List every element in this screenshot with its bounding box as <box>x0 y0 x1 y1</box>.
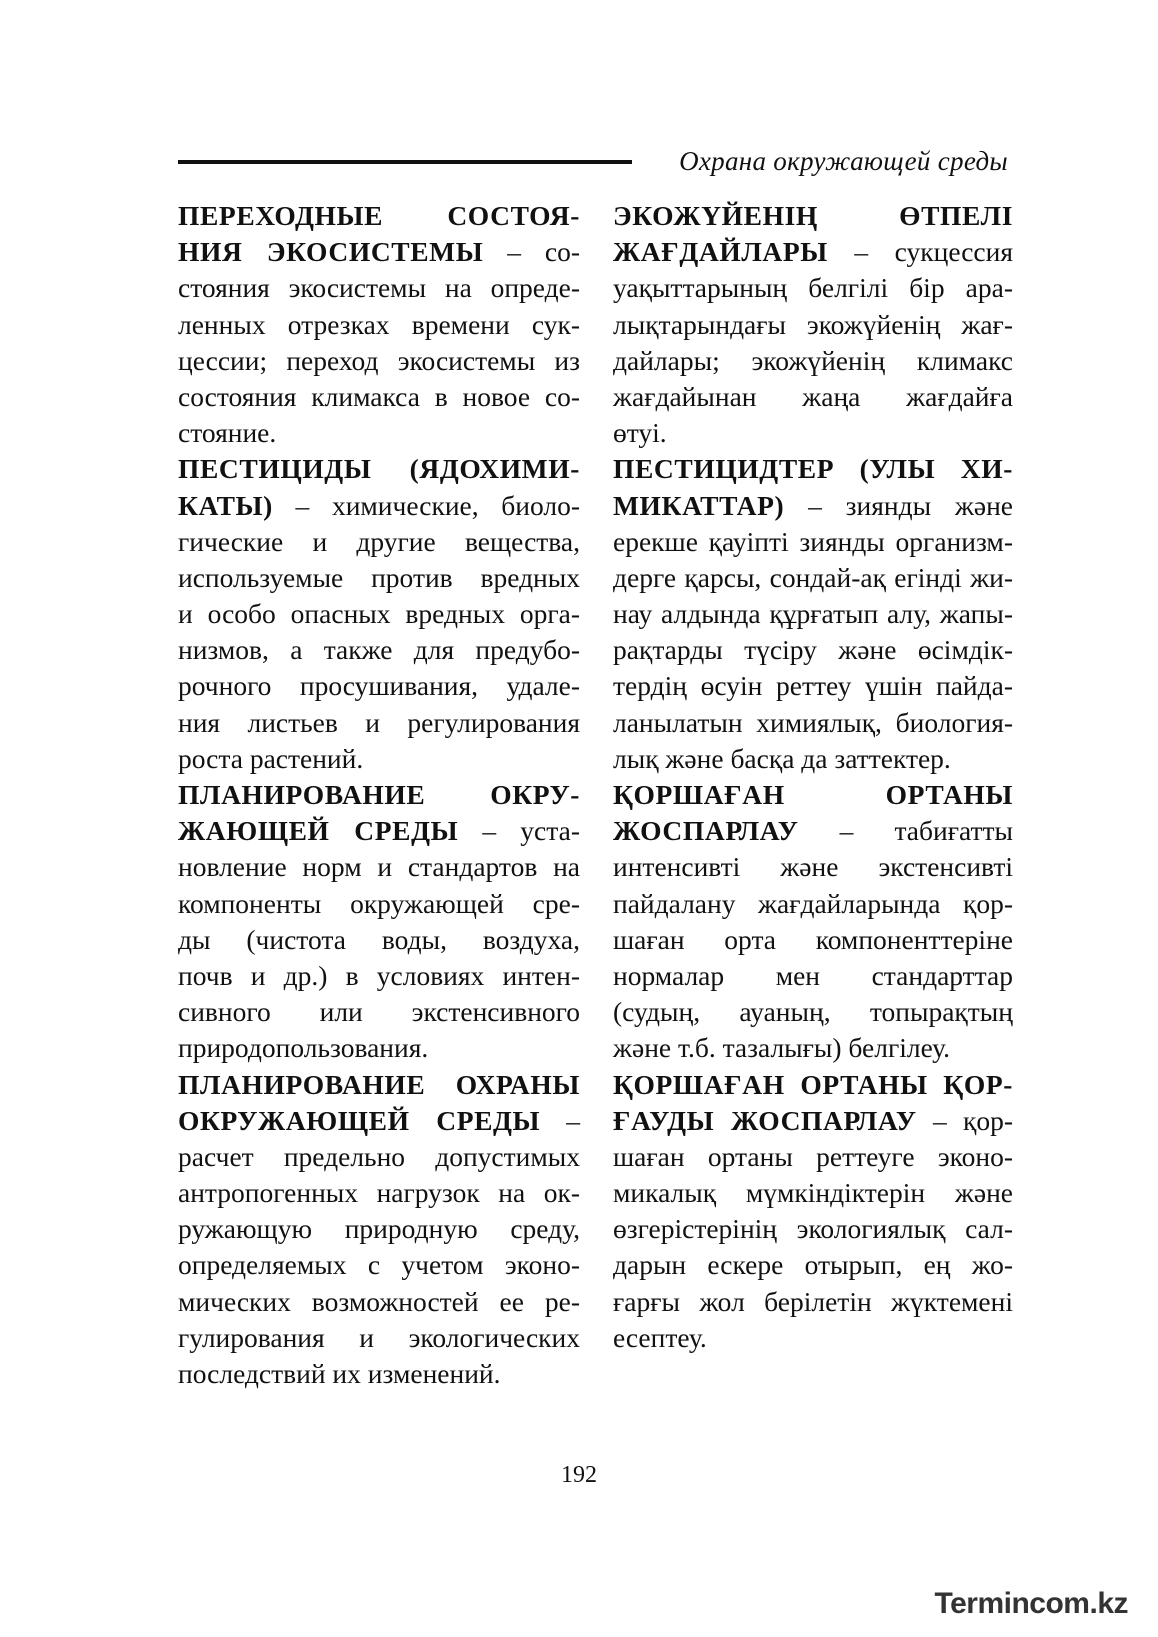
definition-text: почв и др.) в условиях интен- <box>178 959 580 991</box>
text-line <box>178 705 580 741</box>
definition-text: гулирования и экологических <box>178 1321 580 1353</box>
definition-text: есептеу. <box>613 1321 707 1353</box>
term-heading: ЖОСПАРЛАУ <box>613 815 799 847</box>
text-line <box>178 1030 580 1066</box>
text-line <box>178 1320 580 1356</box>
text-line <box>613 379 1013 415</box>
definition-text: жағдайынан жаңа жағдайға <box>613 380 1013 412</box>
definition-text: рақтарды түсіру және өсімдік- <box>613 634 1013 666</box>
definition-text: антропогенных нагрузок на ок- <box>178 1177 580 1209</box>
definition-text: өтуі. <box>613 417 667 449</box>
definition-text: дерге қарсы, сондай-ақ егінді жи- <box>613 561 1013 593</box>
term-heading: КАТЫ) <box>178 489 273 521</box>
definition-text: – зиянды және <box>784 489 1013 521</box>
definition-text: роста растений. <box>178 742 364 774</box>
text-line <box>613 1284 1013 1320</box>
definition-text: рочного просушивания, удале- <box>178 670 580 702</box>
text-line <box>178 343 580 379</box>
text-line <box>178 234 580 270</box>
term-heading: ҚОРШАҒАН ОРТАНЫ ҚОР- <box>613 1068 1013 1100</box>
definition-text: сивного или экстенсивного <box>178 996 580 1028</box>
text-line <box>613 958 1013 994</box>
definition-text: өзгерістерінің экологиялық сал- <box>613 1213 1013 1245</box>
text-line <box>613 596 1013 632</box>
definition-text: – со- <box>483 236 580 268</box>
header-rule <box>178 160 632 164</box>
text-line <box>613 1320 1013 1356</box>
definition-text: используемые против вредных <box>178 561 580 593</box>
text-line <box>613 234 1013 270</box>
definition-text: – уста- <box>458 815 580 847</box>
definition-text: тердің өсуін реттеу үшін пайда- <box>613 670 1013 702</box>
text-line <box>178 958 580 994</box>
text-line <box>178 668 580 704</box>
definition-text: – қор- <box>916 1104 1013 1136</box>
definition-text: определяемых с учетом эконо- <box>178 1249 580 1281</box>
text-line <box>613 1030 1013 1066</box>
text-line <box>178 1175 580 1211</box>
left-column <box>178 198 580 1392</box>
text-line <box>613 1103 1013 1139</box>
definition-text: ленных отрезках времени сук- <box>178 308 580 340</box>
definition-text: нау алдында құрғатып алу, жапы- <box>613 598 1013 630</box>
definition-text: (судың, ауаның, топырақтың <box>613 996 1013 1028</box>
definition-text: и особо опасных вредных орга- <box>178 598 580 630</box>
text-line <box>178 379 580 415</box>
text-line <box>613 705 1013 741</box>
text-line <box>613 886 1013 922</box>
text-line <box>178 741 580 777</box>
text-line <box>613 488 1013 524</box>
text-line <box>178 307 580 343</box>
text-line <box>613 1139 1013 1175</box>
text-line <box>178 1103 580 1139</box>
definition-text: және т.б. тазалығы) белгілеу. <box>613 1032 951 1064</box>
text-line <box>178 415 580 451</box>
definition-text: природопользования. <box>178 1032 429 1064</box>
definition-text: новление норм и стандартов на <box>178 851 580 883</box>
text-line <box>613 813 1013 849</box>
definition-text: расчет предельно допустимых <box>178 1140 580 1172</box>
site-watermark: Termincom.kz <box>934 1587 1128 1620</box>
definition-text: – химические, биоло- <box>272 489 580 521</box>
definition-text: шаған ортаны реттеуге эконо- <box>613 1140 1013 1172</box>
text-line <box>178 994 580 1030</box>
term-heading: МИКАТТАР) <box>613 489 785 521</box>
term-heading: ЭКОЖҮЙЕНІҢ ӨТПЕЛІ <box>613 200 1013 231</box>
definition-text: стояние. <box>178 417 277 449</box>
definition-text: компоненты окружающей сре- <box>178 887 580 919</box>
term-heading: ЖАҒДАЙЛАРЫ <box>613 236 828 268</box>
definition-text: последствий их изменений. <box>178 1358 501 1389</box>
definition-text: интенсивті және экстенсивті <box>613 851 1013 883</box>
text-line <box>613 668 1013 704</box>
text-line <box>178 488 580 524</box>
text-line <box>613 524 1013 560</box>
term-heading: ЖАЮЩЕЙ СРЕДЫ <box>178 815 459 847</box>
definition-text: лықтарындағы экожүйенің жағ- <box>613 308 1013 340</box>
text-line <box>178 1139 580 1175</box>
term-heading: ОКРУЖАЮЩЕЙ СРЕДЫ <box>178 1104 541 1136</box>
text-line <box>178 886 580 922</box>
text-line <box>613 270 1013 306</box>
definition-text: уақыттарының белгілі бір ара- <box>613 272 1013 304</box>
text-line <box>613 741 1013 777</box>
text-line <box>613 307 1013 343</box>
text-line <box>613 198 1013 234</box>
definition-text: мических возможностей ее ре- <box>178 1285 580 1317</box>
definition-text: стояния экосистемы на опреде- <box>178 272 580 304</box>
term-heading: НИЯ ЭКОСИСТЕМЫ <box>178 236 484 268</box>
definition-text: пайдалану жағдайларында қор- <box>613 887 1013 919</box>
definition-text: гические и другие вещества, <box>178 525 580 557</box>
definition-text: ланылатын химиялық, биология- <box>613 706 1013 738</box>
text-line <box>613 1211 1013 1247</box>
definition-text: ғарғы жол берілетін жүктемені <box>613 1285 1013 1317</box>
text-line <box>178 270 580 306</box>
text-line <box>613 994 1013 1030</box>
text-line <box>178 922 580 958</box>
definition-text: ды (чистота воды, воздуха, <box>178 923 580 955</box>
definition-text: нормалар мен стандарттар <box>613 959 1013 991</box>
text-line <box>613 343 1013 379</box>
definition-text: – сукцессия <box>827 236 1013 268</box>
definition-text: низмов, а также для предубо- <box>178 634 580 666</box>
text-line <box>613 560 1013 596</box>
text-line <box>613 1175 1013 1211</box>
term-heading: ПЕСТИЦИДТЕР (УЛЫ ХИ- <box>613 453 1013 485</box>
definition-text: микалық мүмкіндіктерін және <box>613 1177 1013 1209</box>
definition-text: дайлары; экожүйенің климакс <box>613 344 1013 376</box>
text-line <box>178 1247 580 1283</box>
running-header-title: Охрана окружающей среды <box>679 146 1008 176</box>
text-line <box>613 1067 1013 1103</box>
text-line <box>178 813 580 849</box>
text-line <box>178 849 580 885</box>
right-column <box>613 198 1013 1356</box>
term-heading: ҒАУДЫ ЖОСПАРЛАУ <box>613 1104 917 1136</box>
page-number: 192 <box>561 1462 597 1488</box>
text-line <box>613 415 1013 451</box>
term-heading: ҚОРШАҒАН ОРТАНЫ <box>613 779 1013 810</box>
term-heading: ПЕРЕХОДНЫЕ СОСТОЯ- <box>178 200 580 231</box>
text-line <box>613 922 1013 958</box>
text-line <box>178 1067 580 1103</box>
definition-text: шаған орта компоненттеріне <box>613 923 1013 955</box>
text-line <box>178 1284 580 1320</box>
text-line <box>613 451 1013 487</box>
definition-text: – табиғатты <box>798 815 1013 847</box>
text-line <box>613 1247 1013 1283</box>
text-line <box>613 849 1013 885</box>
text-line <box>178 451 580 487</box>
text-line <box>178 1211 580 1247</box>
text-line <box>178 596 580 632</box>
text-line <box>178 560 580 596</box>
term-heading: ПЛАНИРОВАНИЕ ОХРАНЫ <box>178 1068 580 1100</box>
definition-text: лық және басқа да заттектер. <box>613 742 951 774</box>
term-heading: ПЕСТИЦИДЫ (ЯДОХИМИ- <box>178 453 580 485</box>
text-line <box>613 632 1013 668</box>
term-heading: ПЛАНИРОВАНИЕ ОКРУ- <box>178 779 580 810</box>
definition-text: ния листьев и регулирования <box>178 706 580 738</box>
definition-text: ружающую природную среду, <box>178 1213 580 1245</box>
text-line <box>613 777 1013 813</box>
definition-text: – <box>540 1104 580 1136</box>
definition-text: ерекше қауіпті зиянды организм- <box>613 525 1013 557</box>
definition-text: дарын ескере отырып, ең жо- <box>613 1249 1013 1281</box>
text-line <box>178 198 580 234</box>
definition-text: состояния климакса в новое со- <box>178 380 580 412</box>
text-line <box>178 632 580 668</box>
text-line <box>178 777 580 813</box>
definition-text: цессии; переход экосистемы из <box>178 344 580 376</box>
text-line <box>178 524 580 560</box>
text-line <box>178 1356 580 1392</box>
